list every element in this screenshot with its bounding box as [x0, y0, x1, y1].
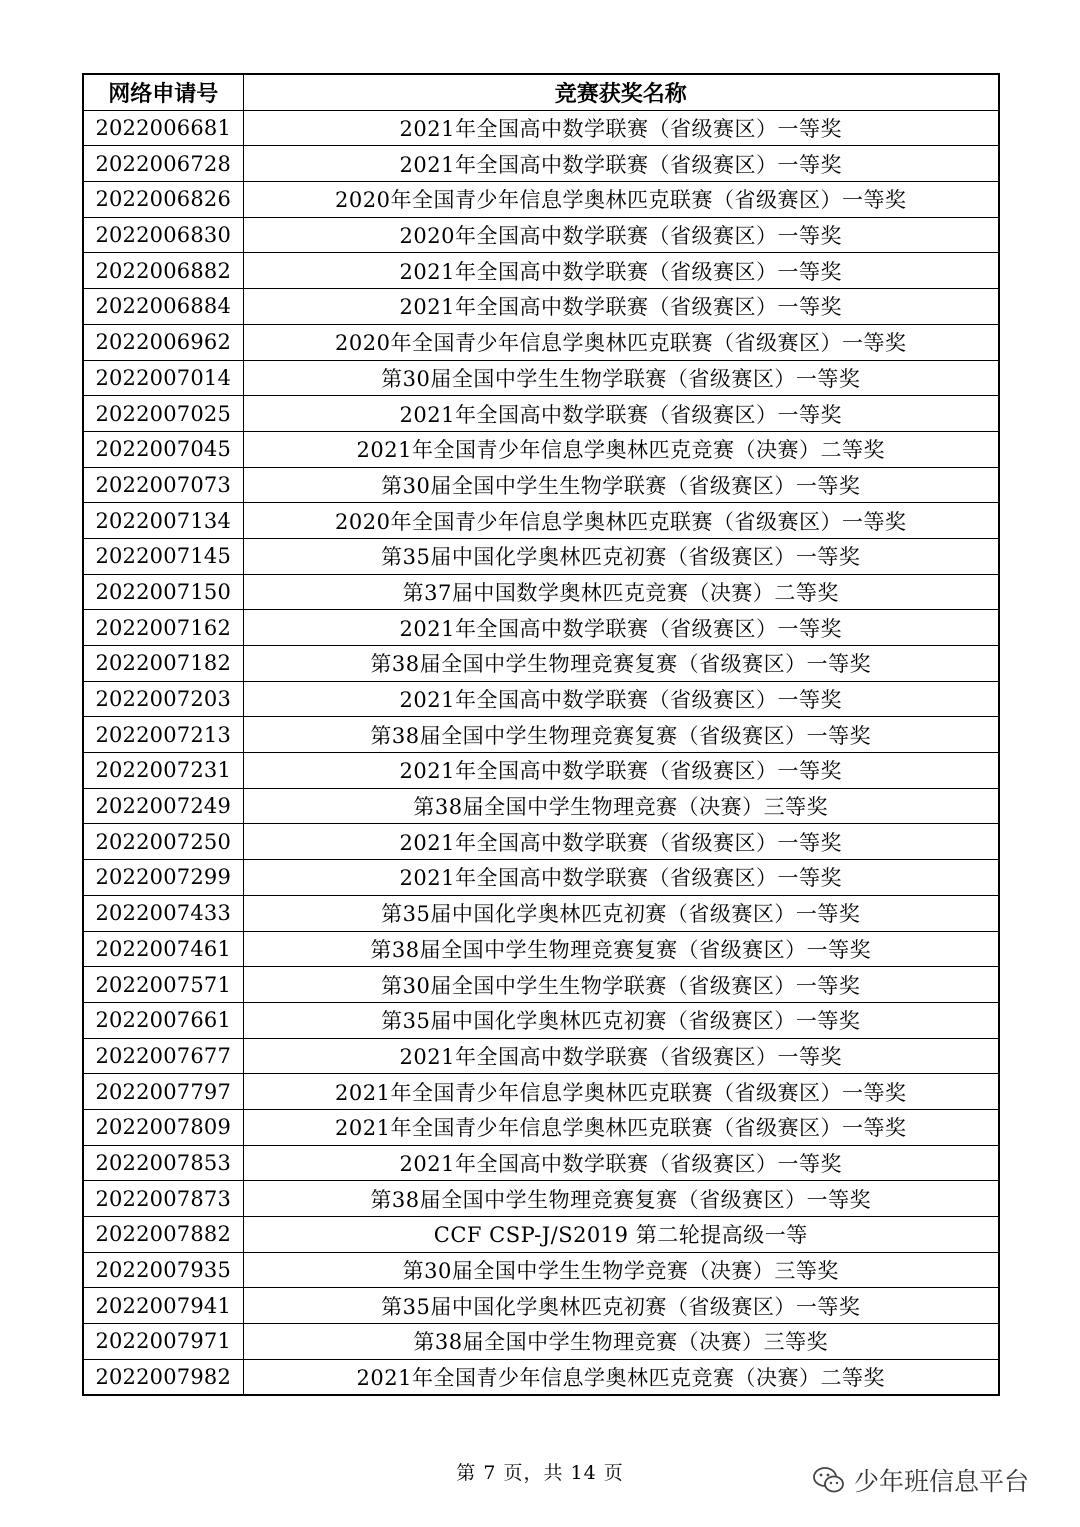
table-row: [83, 431, 999, 467]
table-row: [83, 1252, 999, 1288]
award-name-cell: 第35届中国化学奥林匹克初赛（省级赛区）一等奖: [243, 538, 999, 574]
award-name-cell: 2021年全国高中数学联赛（省级赛区）一等奖: [243, 610, 999, 646]
award-name-cell: 第38届全国中学生物理竞赛复赛（省级赛区）一等奖: [243, 1181, 999, 1217]
application-number-cell: 2022007162: [83, 610, 243, 646]
award-name-cell: 2021年全国青少年信息学奥林匹克联赛（省级赛区）一等奖: [243, 1074, 999, 1110]
table-row: [83, 1109, 999, 1145]
application-number-cell: 2022007571: [83, 967, 243, 1003]
award-name-cell: 2021年全国青少年信息学奥林匹克竞赛（决赛）二等奖: [243, 1359, 999, 1395]
application-number-cell: 2022007014: [83, 360, 243, 396]
award-name-cell: 第37届中国数学奥林匹克竞赛（决赛）二等奖: [243, 574, 999, 610]
table-row: [83, 217, 999, 253]
table-row: [83, 1359, 999, 1395]
table-row: [83, 824, 999, 860]
application-number-cell: 2022007134: [83, 503, 243, 539]
award-name-cell: 第35届中国化学奥林匹克初赛（省级赛区）一等奖: [243, 1288, 999, 1324]
application-number-cell: 2022007882: [83, 1217, 243, 1253]
award-name-cell: 2021年全国高中数学联赛（省级赛区）一等奖: [243, 753, 999, 789]
award-name-cell: 2020年全国青少年信息学奥林匹克联赛（省级赛区）一等奖: [243, 324, 999, 360]
table-row: [83, 895, 999, 931]
table-row: [83, 1002, 999, 1038]
award-name-cell: 2020年全国高中数学联赛（省级赛区）一等奖: [243, 217, 999, 253]
table-header-row: [83, 74, 999, 110]
table-row: [83, 574, 999, 610]
award-name-cell: 第30届全国中学生生物学竞赛（决赛）三等奖: [243, 1252, 999, 1288]
table-row: [83, 717, 999, 753]
application-number-cell: 2022007433: [83, 895, 243, 931]
header-award-name: 竞赛获奖名称: [243, 74, 999, 110]
award-name-cell: 第38届全国中学生物理竞赛复赛（省级赛区）一等奖: [243, 646, 999, 682]
award-name-cell: 2021年全国高中数学联赛（省级赛区）一等奖: [243, 1145, 999, 1181]
award-name-cell: 第35届中国化学奥林匹克初赛（省级赛区）一等奖: [243, 1002, 999, 1038]
application-number-cell: 2022007249: [83, 788, 243, 824]
application-number-cell: 2022007182: [83, 646, 243, 682]
award-name-cell: 第35届中国化学奥林匹克初赛（省级赛区）一等奖: [243, 895, 999, 931]
table-row: [83, 931, 999, 967]
application-number-cell: 2022007461: [83, 931, 243, 967]
award-name-cell: 第30届全国中学生生物学联赛（省级赛区）一等奖: [243, 467, 999, 503]
award-name-cell: 2021年全国高中数学联赛（省级赛区）一等奖: [243, 110, 999, 146]
application-number-cell: 2022007941: [83, 1288, 243, 1324]
award-name-cell: 第30届全国中学生生物学联赛（省级赛区）一等奖: [243, 360, 999, 396]
page-number: 第 7 页，共 14 页: [456, 1462, 624, 1484]
table-row: [83, 681, 999, 717]
application-number-cell: 2022007145: [83, 538, 243, 574]
table-row: [83, 146, 999, 182]
wechat-icon: [812, 1465, 846, 1495]
table-row: [83, 467, 999, 503]
award-name-cell: 2021年全国高中数学联赛（省级赛区）一等奖: [243, 824, 999, 860]
table-row: [83, 967, 999, 1003]
table-row: [83, 753, 999, 789]
application-number-cell: 2022007073: [83, 467, 243, 503]
application-number-cell: 2022007982: [83, 1359, 243, 1395]
award-name-cell: 第38届全国中学生物理竞赛（决赛）三等奖: [243, 788, 999, 824]
table-row: [83, 1288, 999, 1324]
table-row: [83, 860, 999, 896]
application-number-cell: 2022007797: [83, 1074, 243, 1110]
table-row: [83, 788, 999, 824]
application-number-cell: 2022007809: [83, 1109, 243, 1145]
table-row: [83, 253, 999, 289]
award-name-cell: 2021年全国高中数学联赛（省级赛区）一等奖: [243, 860, 999, 896]
application-number-cell: 2022007853: [83, 1145, 243, 1181]
watermark-text: 少年班信息平台: [854, 1467, 1030, 1496]
table-row: [83, 646, 999, 682]
application-number-cell: 2022007025: [83, 396, 243, 432]
application-number-cell: 2022006884: [83, 289, 243, 325]
application-number-cell: 2022007150: [83, 574, 243, 610]
application-number-cell: 2022007045: [83, 431, 243, 467]
application-number-cell: 2022007203: [83, 681, 243, 717]
award-name-cell: 第30届全国中学生生物学联赛（省级赛区）一等奖: [243, 967, 999, 1003]
application-number-cell: 2022006882: [83, 253, 243, 289]
table-row: [83, 1038, 999, 1074]
table-row: [83, 1217, 999, 1253]
award-name-cell: 2021年全国青少年信息学奥林匹克联赛（省级赛区）一等奖: [243, 1109, 999, 1145]
table-row: [83, 182, 999, 218]
watermark: [812, 1462, 1029, 1498]
table-body: [83, 110, 999, 1395]
application-number-cell: 2022007213: [83, 717, 243, 753]
award-name-cell: 2020年全国青少年信息学奥林匹克联赛（省级赛区）一等奖: [243, 182, 999, 218]
table-row: [83, 1181, 999, 1217]
award-name-cell: 2021年全国青少年信息学奥林匹克竞赛（决赛）二等奖: [243, 431, 999, 467]
table-row: [83, 1074, 999, 1110]
table-row: [83, 610, 999, 646]
award-name-cell: 2021年全国高中数学联赛（省级赛区）一等奖: [243, 396, 999, 432]
application-number-cell: 2022006962: [83, 324, 243, 360]
award-name-cell: 2021年全国高中数学联赛（省级赛区）一等奖: [243, 253, 999, 289]
award-name-cell: 第38届全国中学生物理竞赛复赛（省级赛区）一等奖: [243, 931, 999, 967]
application-number-cell: 2022006728: [83, 146, 243, 182]
table-row: [83, 289, 999, 325]
application-number-cell: 2022007677: [83, 1038, 243, 1074]
application-number-cell: 2022007299: [83, 860, 243, 896]
award-name-cell: CCF CSP-J/S2019 第二轮提高级一等: [243, 1217, 999, 1253]
awards-table: [82, 73, 1000, 1396]
award-name-cell: 第38届全国中学生物理竞赛复赛（省级赛区）一等奖: [243, 717, 999, 753]
table-row: [83, 324, 999, 360]
application-number-cell: 2022007250: [83, 824, 243, 860]
table-row: [83, 360, 999, 396]
application-number-cell: 2022006681: [83, 110, 243, 146]
application-number-cell: 2022007971: [83, 1324, 243, 1360]
award-name-cell: 2021年全国高中数学联赛（省级赛区）一等奖: [243, 146, 999, 182]
application-number-cell: 2022007873: [83, 1181, 243, 1217]
application-number-cell: 2022006826: [83, 182, 243, 218]
application-number-cell: 2022007935: [83, 1252, 243, 1288]
table-row: [83, 396, 999, 432]
table-row: [83, 503, 999, 539]
award-name-cell: 2021年全国高中数学联赛（省级赛区）一等奖: [243, 289, 999, 325]
table-row: [83, 1145, 999, 1181]
table-row: [83, 538, 999, 574]
header-application-number: 网络申请号: [83, 74, 243, 110]
award-name-cell: 第38届全国中学生物理竞赛（决赛）三等奖: [243, 1324, 999, 1360]
application-number-cell: 2022006830: [83, 217, 243, 253]
application-number-cell: 2022007661: [83, 1002, 243, 1038]
table-row: [83, 1324, 999, 1360]
table-row: [83, 110, 999, 146]
award-name-cell: 2021年全国高中数学联赛（省级赛区）一等奖: [243, 1038, 999, 1074]
application-number-cell: 2022007231: [83, 753, 243, 789]
award-name-cell: 2020年全国青少年信息学奥林匹克联赛（省级赛区）一等奖: [243, 503, 999, 539]
award-name-cell: 2021年全国高中数学联赛（省级赛区）一等奖: [243, 681, 999, 717]
